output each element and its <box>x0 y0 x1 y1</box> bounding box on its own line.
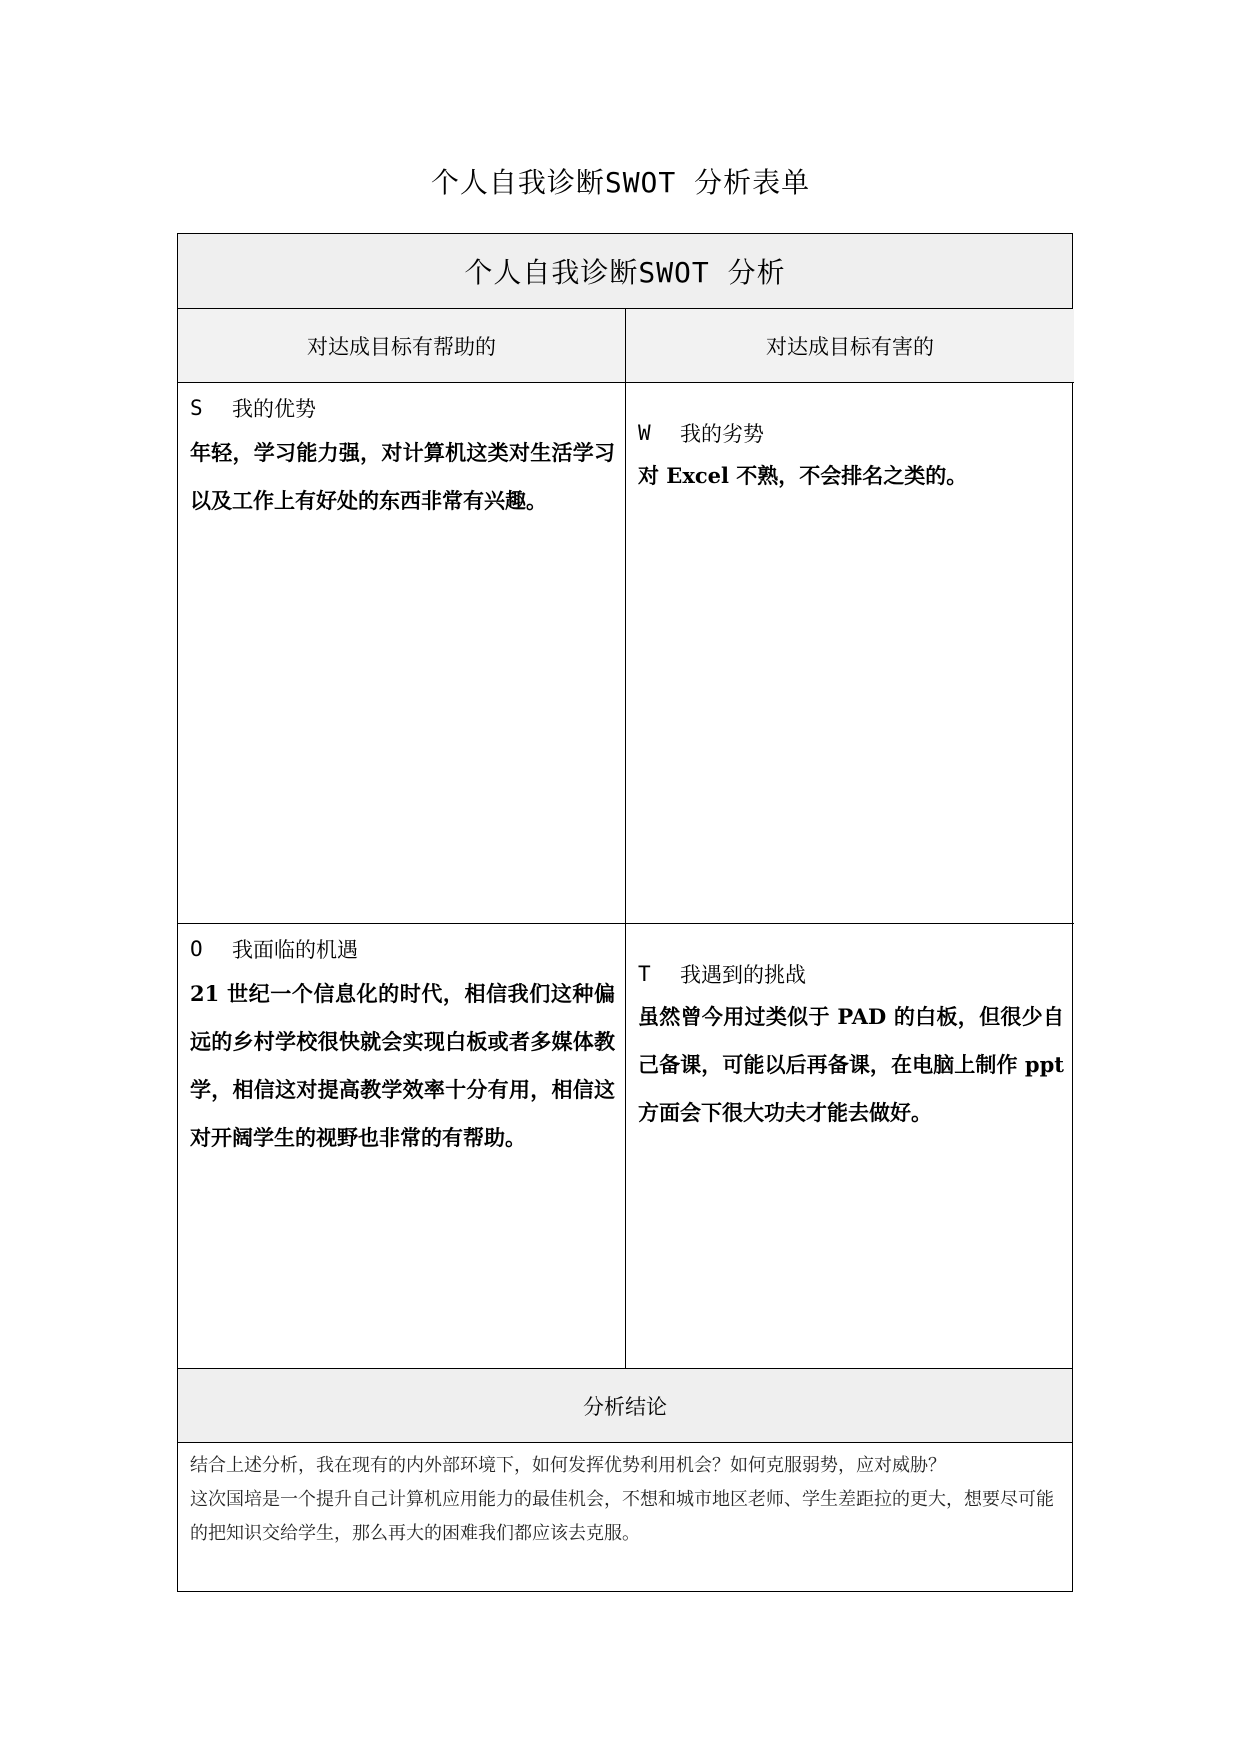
threats-letter: T <box>638 962 651 986</box>
conclusion-answer: 这次国培是一个提升自己计算机应用能力的最佳机会，不想和城市地区老师、学生差距拉的更大，想要尽可能的把知识交给学生，那么再大的困难我们都应该去克服。 <box>190 1489 1054 1544</box>
helpful-column-header: 对达成目标有帮助的 <box>178 309 626 383</box>
weaknesses-cell <box>626 383 1074 924</box>
threats-text: 虽然曾今用过类似于 PAD 的白板，但很少自己备课，可能以后再备课，在电脑上制作 ppt 方面会下很大功夫才能去做好。 <box>638 1004 1064 1125</box>
harmful-column-header: 对达成目标有害的 <box>626 309 1074 383</box>
weaknesses-title: 我的劣势 <box>680 422 764 446</box>
strengths-title: 我的优势 <box>232 397 316 421</box>
strengths-heading <box>190 393 615 423</box>
threats-title: 我遇到的挑战 <box>680 963 806 987</box>
opportunities-heading <box>190 934 615 964</box>
opportunities-letter: O <box>190 937 203 961</box>
strengths-letter: S <box>190 396 203 420</box>
strengths-text: 年轻，学习能力强，对计算机这类对生活学习以及工作上有好处的东西非常有兴趣。 <box>190 440 615 513</box>
table-header: 个人自我诊断SWOT 分析 <box>178 234 1072 309</box>
conclusion-header: 分析结论 <box>178 1368 1072 1443</box>
strengths-cell <box>178 383 626 924</box>
swot-table <box>177 233 1073 1592</box>
weaknesses-heading <box>638 418 1064 448</box>
document-title: 个人自我诊断SWOT 分析表单 <box>430 166 811 199</box>
opportunities-title: 我面临的机遇 <box>232 938 358 962</box>
weaknesses-text: 对 Excel 不熟，不会排名之类的。 <box>638 463 968 488</box>
threats-cell <box>626 924 1074 1368</box>
opportunities-cell <box>178 924 626 1368</box>
conclusion-cell <box>178 1443 1072 1551</box>
conclusion-question: 结合上述分析，我在现有的内外部环境下，如何发挥优势利用机会？如何克服弱势，应对威胁？ <box>190 1455 946 1476</box>
threats-heading <box>638 959 1064 989</box>
opportunities-text: 21 世纪一个信息化的时代，相信我们这种偏远的乡村学校很快就会实现白板或者多媒体教学，相信这对提高教学效率十分有用，相信这对开阔学生的视野也非常的有帮助。 <box>190 981 615 1150</box>
weaknesses-letter: W <box>638 421 651 445</box>
